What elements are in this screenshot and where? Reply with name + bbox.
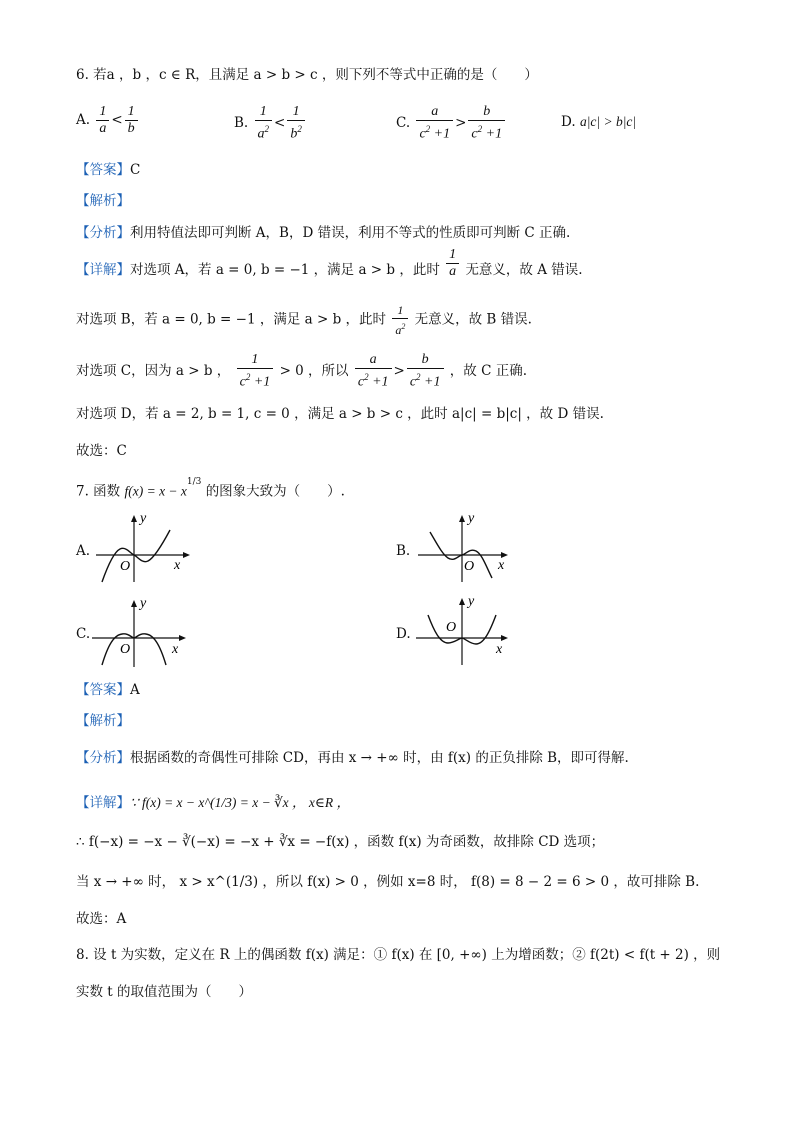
q7-graph-c — [90, 595, 200, 670]
q7-graph-a — [94, 510, 204, 585]
q6-option-c-label: C. — [396, 114, 411, 131]
axis-y-label: y — [140, 596, 147, 611]
q7-stem: 7. 函数 $f(x) = x - x^{1/3}$ 的图象大致为（ ）. — [76, 477, 345, 500]
q7-graph-d — [412, 593, 522, 668]
axis-y-label: y — [468, 511, 475, 526]
q7-option-d-label: D. — [396, 626, 411, 642]
q6-answer: 【答案】C — [76, 162, 141, 178]
q7-option-a-label: A. — [76, 543, 91, 559]
axis-x-label: x — [498, 558, 505, 573]
origin-label: O — [464, 559, 475, 574]
q6-fenxi: 【分析】利用特值法即可判断 A，B，D 错误，利用不等式的性质即可判断 C 正确. — [76, 225, 571, 241]
origin-label: O — [120, 642, 131, 657]
q7-detail-3: 当 x → +∞ 时， x > x^(1/3) ，所以 f(x) > 0 ，例如 x=8 时， f(8) = 8 − 2 = 6 > 0 ，故可排除 B. — [76, 874, 700, 890]
axis-x-label: x — [174, 558, 181, 573]
q7-option-b-label: B. — [396, 543, 411, 559]
q8-line-1: 8. 设 t 为实数，定义在 R 上的偶函数 f(x) 满足：① f(x) 在 [0, +∞) 上为增函数；② f(2t) < f(t + 2) ，则 — [76, 947, 721, 963]
q7-detail-2: ∴ f(−x) = −x − ∛(−x) = −x + ∛x = −f(x) ，函数 f(x) 为奇函数，故排除 CD 选项； — [76, 834, 605, 850]
q6-option-a: A. $\frac{1}{a}$ < $\frac{1}{b}$ — [76, 104, 140, 137]
q7-graph-b — [412, 510, 522, 585]
axis-x-label: x — [496, 642, 503, 657]
q8-line-2: 实数 t 的取值范围为（ ） — [76, 984, 253, 1000]
q7-detail-1: 【详解】∵ f(x) = x − x^(1/3) = x − ∛x ， x∈R ， — [76, 795, 351, 811]
q6-option-a-label: A. — [76, 112, 91, 128]
q6-detail-b: 对选项 B，若 a = 0, b = −1 ，满足 a > b ，此时 $\frac{1}{a^2}$ 无意义，故 B 错误. — [76, 303, 532, 337]
origin-label: O — [120, 559, 131, 574]
q6-stem: 6. 若a ，b ，c ∈ R，且满足 a > b > c ，则下列不等式中正确的是（ ） — [76, 67, 538, 83]
q7-answer: 【答案】A — [76, 682, 140, 698]
q6-option-b: B. $\frac{1}{a^2}$ < $\frac{1}{b^2}$ — [234, 104, 307, 143]
axis-y-label: y — [140, 511, 147, 526]
q7-analysis-tag: 【解析】 — [76, 713, 130, 729]
q7-option-c-label: C. — [76, 626, 91, 642]
q6-detail-a: 【详解】对选项 A，若 a = 0, b = −1 ，满足 a > b ，此时 $\frac{1}{a}$ 无意义，故 A 错误. — [76, 247, 583, 279]
q6-option-d-text: a|c| > b|c| — [579, 114, 637, 129]
q6-choose: 故选：C — [76, 443, 127, 459]
origin-label: O — [446, 620, 457, 635]
q6-option-d — [561, 114, 636, 130]
q7-choose: 故选：A — [76, 911, 127, 927]
q6-option-b-label: B. — [234, 114, 249, 131]
axis-x-label: x — [172, 642, 179, 657]
q6-detail-d: 对选项 D，若 a = 2, b = 1, c = 0 ，满足 a > b > c ，此时 a|c| = b|c| ，故 D 错误. — [76, 406, 604, 422]
q6-option-c: C. $\frac{a}{c^2 +1}$ > $\frac{b}{c^2 +1}$ — [396, 104, 507, 143]
q6-option-d-label: D. — [561, 114, 576, 130]
q6-detail-c: 对选项 C，因为 a > b ， $\frac{1}{c^2 +1}$ > 0 ，所以 $\frac{a}{c^2 +1}$ > $\frac{b}{c^2 +1}$ ，故 C 正确. — [76, 352, 527, 390]
q6-analysis-tag: 【解析】 — [76, 193, 130, 209]
q7-fenxi: 【分析】根据函数的奇偶性可排除 CD，再由 x → +∞ 时，由 f(x) 的正负排除 B，即可得解. — [76, 750, 629, 766]
axis-y-label: y — [468, 594, 475, 609]
